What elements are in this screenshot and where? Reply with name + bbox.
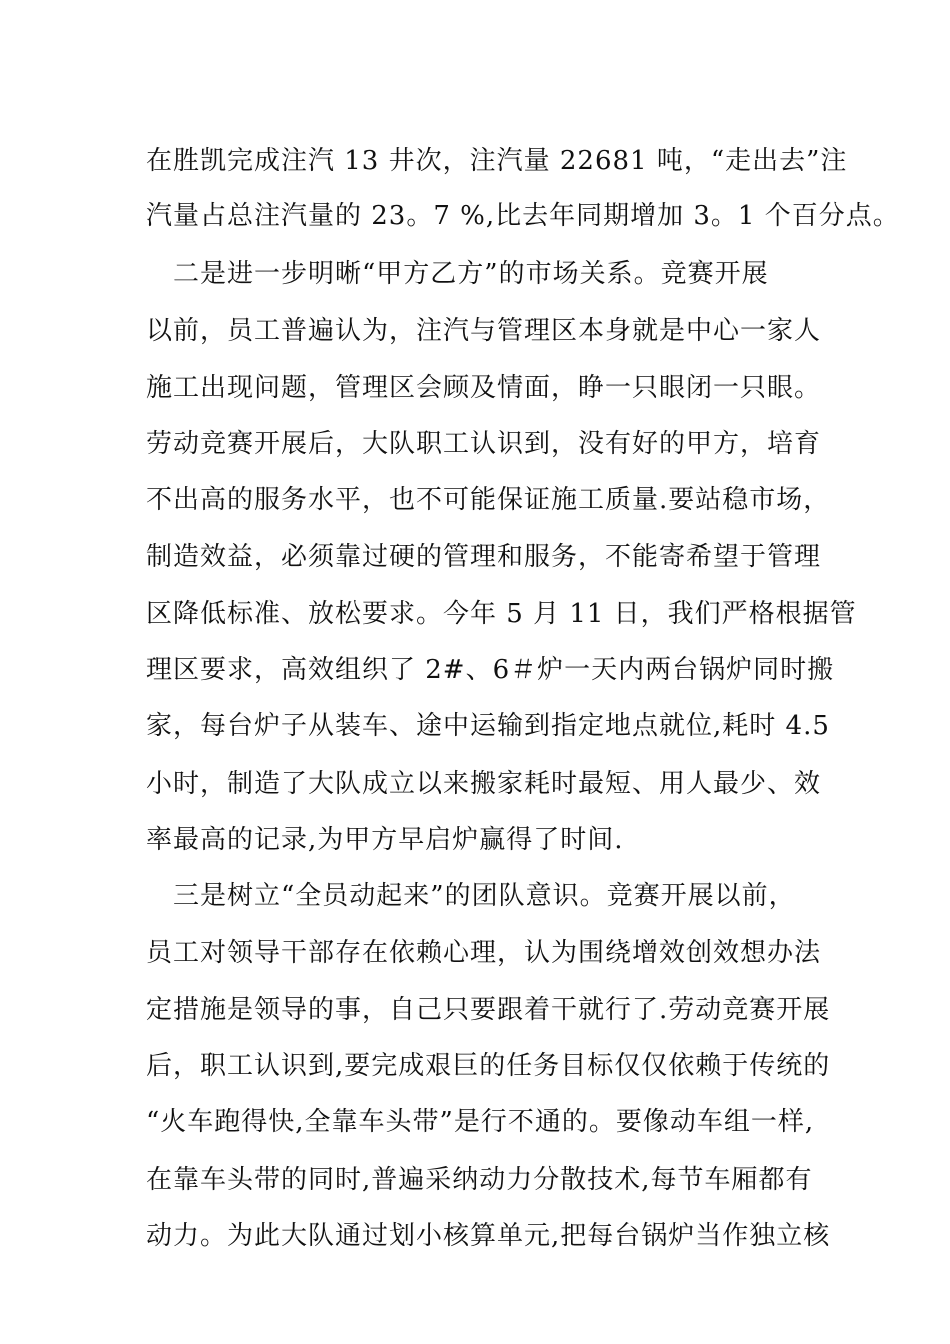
text-line: 后，职工认识到,要完成艰巨的任务目标仅仅依赖于传统的 — [146, 1051, 831, 1081]
text-line: “火车跑得快,全靠车头带”是行不通的。要像动车组一样, — [146, 1107, 815, 1137]
text-line: 劳动竞赛开展后，大队职工认识到，没有好的甲方，培育 — [146, 429, 822, 459]
text-line: 定措施是领导的事，自己只要跟着干就行了.劳动竞赛开展 — [146, 995, 831, 1025]
text-line: 二是进一步明晰“甲方乙方”的市场关系。竞赛开展 — [146, 259, 769, 289]
text-line: 率最高的记录,为甲方早启炉赢得了时间. — [146, 825, 624, 855]
text-line: 员工对领导干部存在依赖心理，认为围绕增效创效想办法 — [146, 938, 822, 968]
text-line: 在靠车头带的同时,普遍采纳动力分散技术,每节车厢都有 — [146, 1165, 813, 1195]
text-line: 理区要求，高效组织了 2#、6＃炉一天内两台锅炉同时搬 — [146, 655, 835, 685]
text-line: 小时，制造了大队成立以来搬家耗时最短、用人最少、效 — [146, 769, 822, 799]
text-line: 三是树立“全员动起来”的团队意识。竞赛开展以前， — [146, 881, 796, 911]
text-line: 施工出现问题，管理区会顾及情面，睁一只眼闭一只眼。 — [146, 373, 822, 403]
text-line: 在胜凯完成注汽 13 井次，注汽量 22681 吨，“走出去”注 — [146, 146, 848, 176]
text-line: 制造效益，必须靠过硬的管理和服务，不能寄希望于管理 — [146, 542, 822, 572]
text-line: 汽量占总注汽量的 23。7 %,比去年同期增加 3。1 个百分点。 — [146, 201, 900, 231]
text-line: 动力。为此大队通过划小核算单元,把每台锅炉当作独立核 — [146, 1221, 831, 1251]
text-line: 不出高的服务水平，也不可能保证施工质量.要站稳市场， — [146, 485, 831, 515]
text-line: 以前，员工普遍认为，注汽与管理区本身就是中心一家人 — [146, 316, 822, 346]
text-line: 家，每台炉子从装车、途中运输到指定地点就位,耗时 4.5 — [146, 711, 830, 741]
text-line: 区降低标准、放松要求。今年 5 月 11 日，我们严格根据管 — [146, 599, 857, 629]
